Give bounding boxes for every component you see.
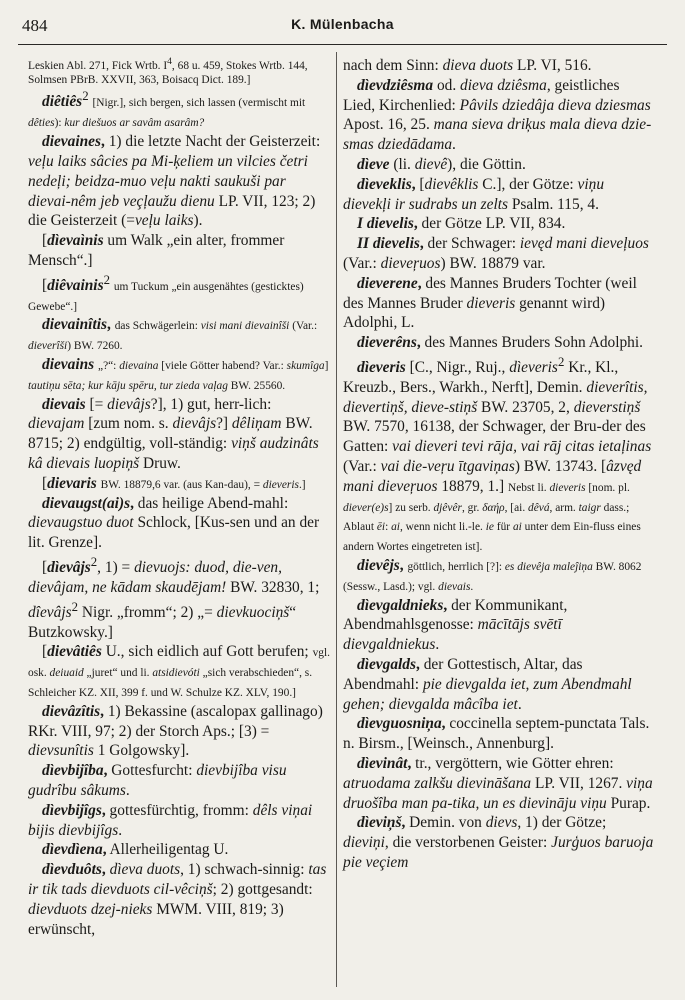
dictionary-entry: diêtiês$^2$ [Nigr.], sich bergen, sich lassen (vermischt mit dêties): kur diešuos ar savâm asarâm? xyxy=(28,89,306,130)
running-title: K. Mülenbacha xyxy=(291,16,394,32)
dictionary-entry: I dievelis, der Götze LP. VII, 834. xyxy=(357,215,566,233)
dictionary-entry: [dìevâjs$^2$, 1) = dievuojs: duod, die-ven, dievâjam, ne kādam skaudējam! BW. 32830, 1; dîevâjs$^2$ Nigr. „fromm“; 2) „= dievkuociņš“ Butzkowsky.] xyxy=(28,554,320,641)
dictionary-entry: dievêjs, göttlich, herrlich [?]: es dievêja maleĵiņa BW. 8062 (Sessw., Lasd.); vgl. dievais. xyxy=(343,557,642,593)
dictionary-entry: dievainîtis, das Schwägerlein: visi mani dievainîši (Var.: dieverîši) BW. 7260. xyxy=(28,316,318,353)
page-number: 484 xyxy=(22,16,48,35)
column-divider xyxy=(336,52,337,987)
dictionary-entry: dieverêns, des Mannes Bruders Sohn Adolphi. xyxy=(357,334,644,352)
dictionary-entry: dìevguosniņa, coccinella septem-punctata Tals. n. Birsm., [Weinsch., Annenburg]. xyxy=(343,715,650,753)
dictionary-entry: dìeve (li. dievê), die Göttin. xyxy=(357,155,526,173)
dictionary-entry: dìeveris [C., Nigr., Ruj., dìeveris$^2$ Kr., Kl., Kreuzb., Bers., Warkh., Nerft], Demin. dieverîtis, dievertiņš, dieve-stiņš BW. 23705, 2, dieverstiņš BW. 7570, 16138, der Schwager, der Bru-der des Gatten: vai dieveri tevi rāja, vai rāj citas ietaļinas (Var.: vai die-veŗu ītgaviņas) BW. 13743. [âzvęd mani dieveŗuos 18879, 1.] Nebst li. dieveris [nom. pl. diever(e)s] zu serb. djêvêr, gr. δαήρ, [ai. dêvá, arm. taigr dass.; Ablaut ēi: ai, wenn nicht li.-le. ie für ai unter dem Ein-fluss eines andern Wortes eingetreten ist]. xyxy=(343,354,652,554)
dictionary-entry: dìevdziêsma od. dieva dziêsma, geistliches Lied, Kirchenlied: Pâvils dziedâja dieva dziesmas Apost. 16, 25. mana sieva driķus mala dieva dzie-smas dziedādama. xyxy=(343,76,652,154)
left-column xyxy=(28,56,330,939)
dictionary-entry: dievains „?“: dievaina [viele Götter habend? Var.: skumîga] tautiņu sēta; kur kāju spēru, tur zieda vaļag BW. 25560. xyxy=(28,356,329,392)
dictionary-entry: dìeveklis, [dievêklis C.], der Götze: viņu dievekļi ir sudrabs un zelts Psalm. 115, 4. xyxy=(343,175,605,213)
dictionary-entry: dievâzîtis, 1) Bekassine (ascalopax gallinago) RKr. VIII, 97; 2) der Storch Aps.; [3) = dievsunîtis 1 Golgowsky]. xyxy=(28,702,323,760)
dictionary-entry: dìevbijîba, Gottesfurcht: dievbijîba visu gudrîbu sâkums. xyxy=(28,762,287,799)
dictionary-entry: dìevgalds, der Gottestisch, Altar, das Abendmahl: pie dievgalda iet, zum Abendmahl gehen; dievgalda mâcîba iet. xyxy=(343,656,632,713)
dictionary-entry: [dìevaìnis um Walk „ein alter, frommer Mensch“.] xyxy=(28,232,285,269)
dictionary-entry: Leskien Abl. 271, Fick Wrtb. $I^4$, 68 u. 459, Stokes Wrtb. 144, Solmsen PBrB. XXVII, 363, Boisacq Dict. 189.] xyxy=(28,57,308,86)
dictionary-entry: [dievâtiês U., sich eidlich auf Gott berufen; vgl. osk. deiuaid „juret“ und li. atsidievóti „sich verabschieden“, s. Schleicher KZ. XII, 399 f. und W. Schulze KZ. XLV, 190.] xyxy=(28,643,330,699)
dictionary-entry: dievaines, 1) die letzte Nacht der Geisterzeit: veļu laiks sâcies pa Mi-ķeliem un vilcies četri nedeļi; beidza-muo veļu nakti saukuši par dievai-nêm jeb veçļaužu dienu LP. VII, 123; 2) die Geisterzeit (=veļu laiks). xyxy=(28,133,321,230)
dictionary-entry: dìevdìena, Allerheiligentag U. xyxy=(42,841,229,859)
dictionary-entry: dievais [= dievâjs?], 1) gut, herr-lich: dievajam [zum nom. s. dievâjs?] dêliņam BW. 8715; 2) endgültig, voll-ständig: viņš audzinâts kâ dievais luopiņš Druw. xyxy=(28,395,319,472)
header-rule xyxy=(18,44,667,45)
dictionary-entry: II dievelis, der Schwager: ievęd mani dieveļuos (Var.: dieveŗuos) BW. 18879 var. xyxy=(343,235,649,272)
dictionary-entry: nach dem Sinn: dieva duots LP. VI, 516. xyxy=(343,57,592,74)
dictionary-entry: dìeviņš, Demin. von dievs, 1) der Götze; dieviņi, die verstorbenen Geister: Jurģuos baruoja pie veçiem xyxy=(343,814,654,871)
dictionary-entry: [diêvainis$^2$ um Tuckum „ein ausgenähtes (gesticktes) Gewebe“.] xyxy=(28,272,304,313)
right-column xyxy=(343,56,655,873)
dictionary-entry: dìevinât, tr., vergöttern, wie Götter ehren: atruodama zalkšu dievināšana LP. VII, 1267. viņa druošîba man pa-tika, un es dievināju viņu Purap. xyxy=(343,755,653,812)
dictionary-entry: dìevbijîgs, gottesfürchtig, fromm: dêls viņai bijis dievbijîgs. xyxy=(28,801,313,839)
dictionary-entry: [dievaris BW. 18879,6 var. (aus Kan-dau), = dieveris.] xyxy=(42,474,306,492)
dictionary-entry: dìevgaldnieks, der Kommunikant, Abendmahlsgenosse: mācītājs svētī dievgaldniekus. xyxy=(343,596,568,654)
page-header xyxy=(18,12,667,42)
dictionary-entry: dìevduôts, dìeva duots, 1) schwach-sinnig: tas ir tik tads dievduots cil-vêciņš; 2) gottgesandt: dievduots dzej-nieks MWM. VIII, 819; 3) erwünscht, xyxy=(28,861,327,938)
dictionary-entry: dieverene, des Mannes Bruders Tochter (weil des Mannes Bruder dieveris genannt wird) Adolphi, L. xyxy=(343,274,637,332)
dictionary-entry: dievaugst(ai)s, das heilige Abend-mahl: dievaugstuo duot Schlock, [Kus-sen und an der lit. Grenze]. xyxy=(28,494,320,552)
